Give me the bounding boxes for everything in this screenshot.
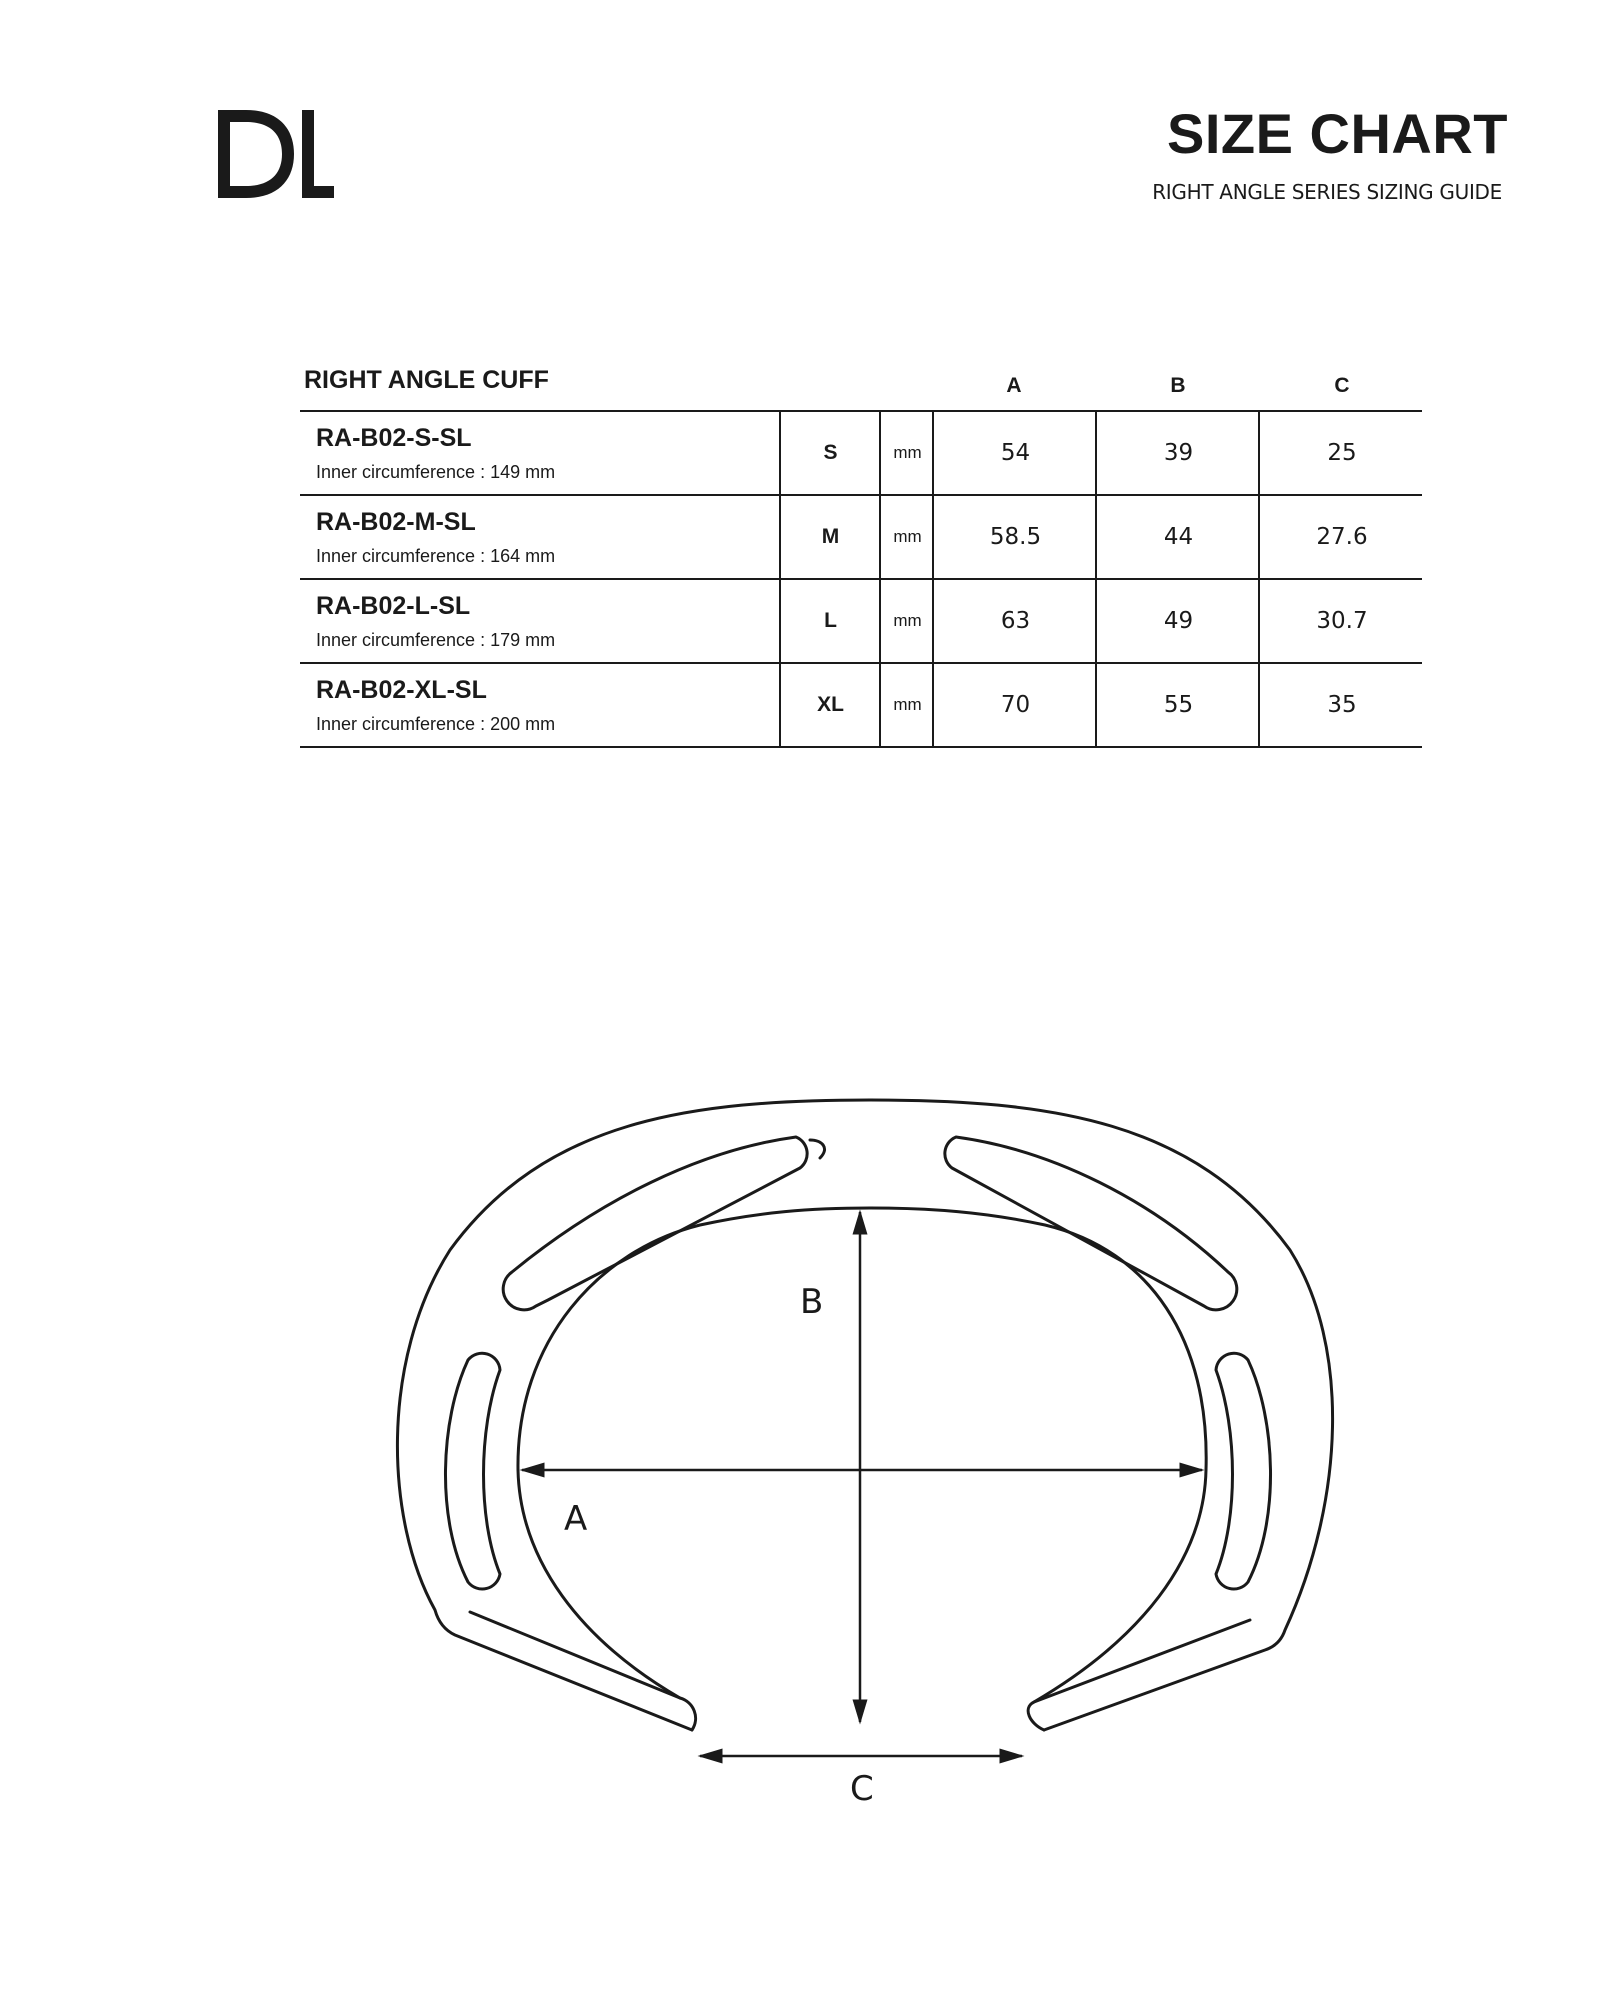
cuff-slot [1216,1353,1271,1589]
cuff-outer-outline [397,1100,1332,1730]
page-subtitle: RIGHT ANGLE SERIES SIZING GUIDE [1152,180,1502,204]
product-code: RA-B02-M-SL [316,508,476,536]
product-code: RA-B02-S-SL [316,424,472,452]
value-b: 49 [1163,608,1194,634]
dimension-b-label: B [800,1282,824,1322]
cuff-slot [445,1353,500,1589]
size-label: M [821,525,840,548]
value-a: 58.5 [989,524,1042,550]
dimension-c-label: C [850,1769,874,1809]
unit-label: mm [893,611,922,630]
cuff-end-left [470,1612,696,1730]
column-header-c: C [1334,374,1350,397]
value-b: 39 [1163,440,1194,466]
dimension-a-label: A [564,1499,588,1539]
value-c: 25 [1327,440,1357,466]
size-label: L [824,609,837,632]
column-header-b: B [1170,374,1186,397]
cuff-inner-outline [518,1208,1206,1702]
size-label: XL [817,693,844,716]
inner-circumference: Inner circumference : 149 mm [316,462,556,482]
inner-circumference: Inner circumference : 200 mm [316,714,556,734]
page-title: SIZE CHART [1167,102,1508,165]
value-a: 54 [1000,440,1031,466]
cuff-end-right [1028,1620,1250,1730]
value-c: 30.7 [1316,608,1368,634]
inner-circumference: Inner circumference : 179 mm [316,630,556,650]
unit-label: mm [893,527,922,546]
inner-circumference: Inner circumference : 164 mm [316,546,556,566]
product-code: RA-B02-XL-SL [316,676,487,704]
table-title: RIGHT ANGLE CUFF [304,366,549,394]
value-a: 70 [1000,692,1031,718]
unit-label: mm [893,695,922,714]
product-code: RA-B02-L-SL [316,592,471,620]
value-c: 27.6 [1316,524,1368,550]
unit-label: mm [893,443,922,462]
column-header-a: A [1006,374,1022,397]
cuff-slot [503,1137,824,1310]
size-label: S [823,441,838,464]
value-b: 55 [1163,692,1194,718]
value-c: 35 [1327,692,1357,718]
value-a: 63 [1000,608,1031,634]
value-b: 44 [1163,524,1194,550]
